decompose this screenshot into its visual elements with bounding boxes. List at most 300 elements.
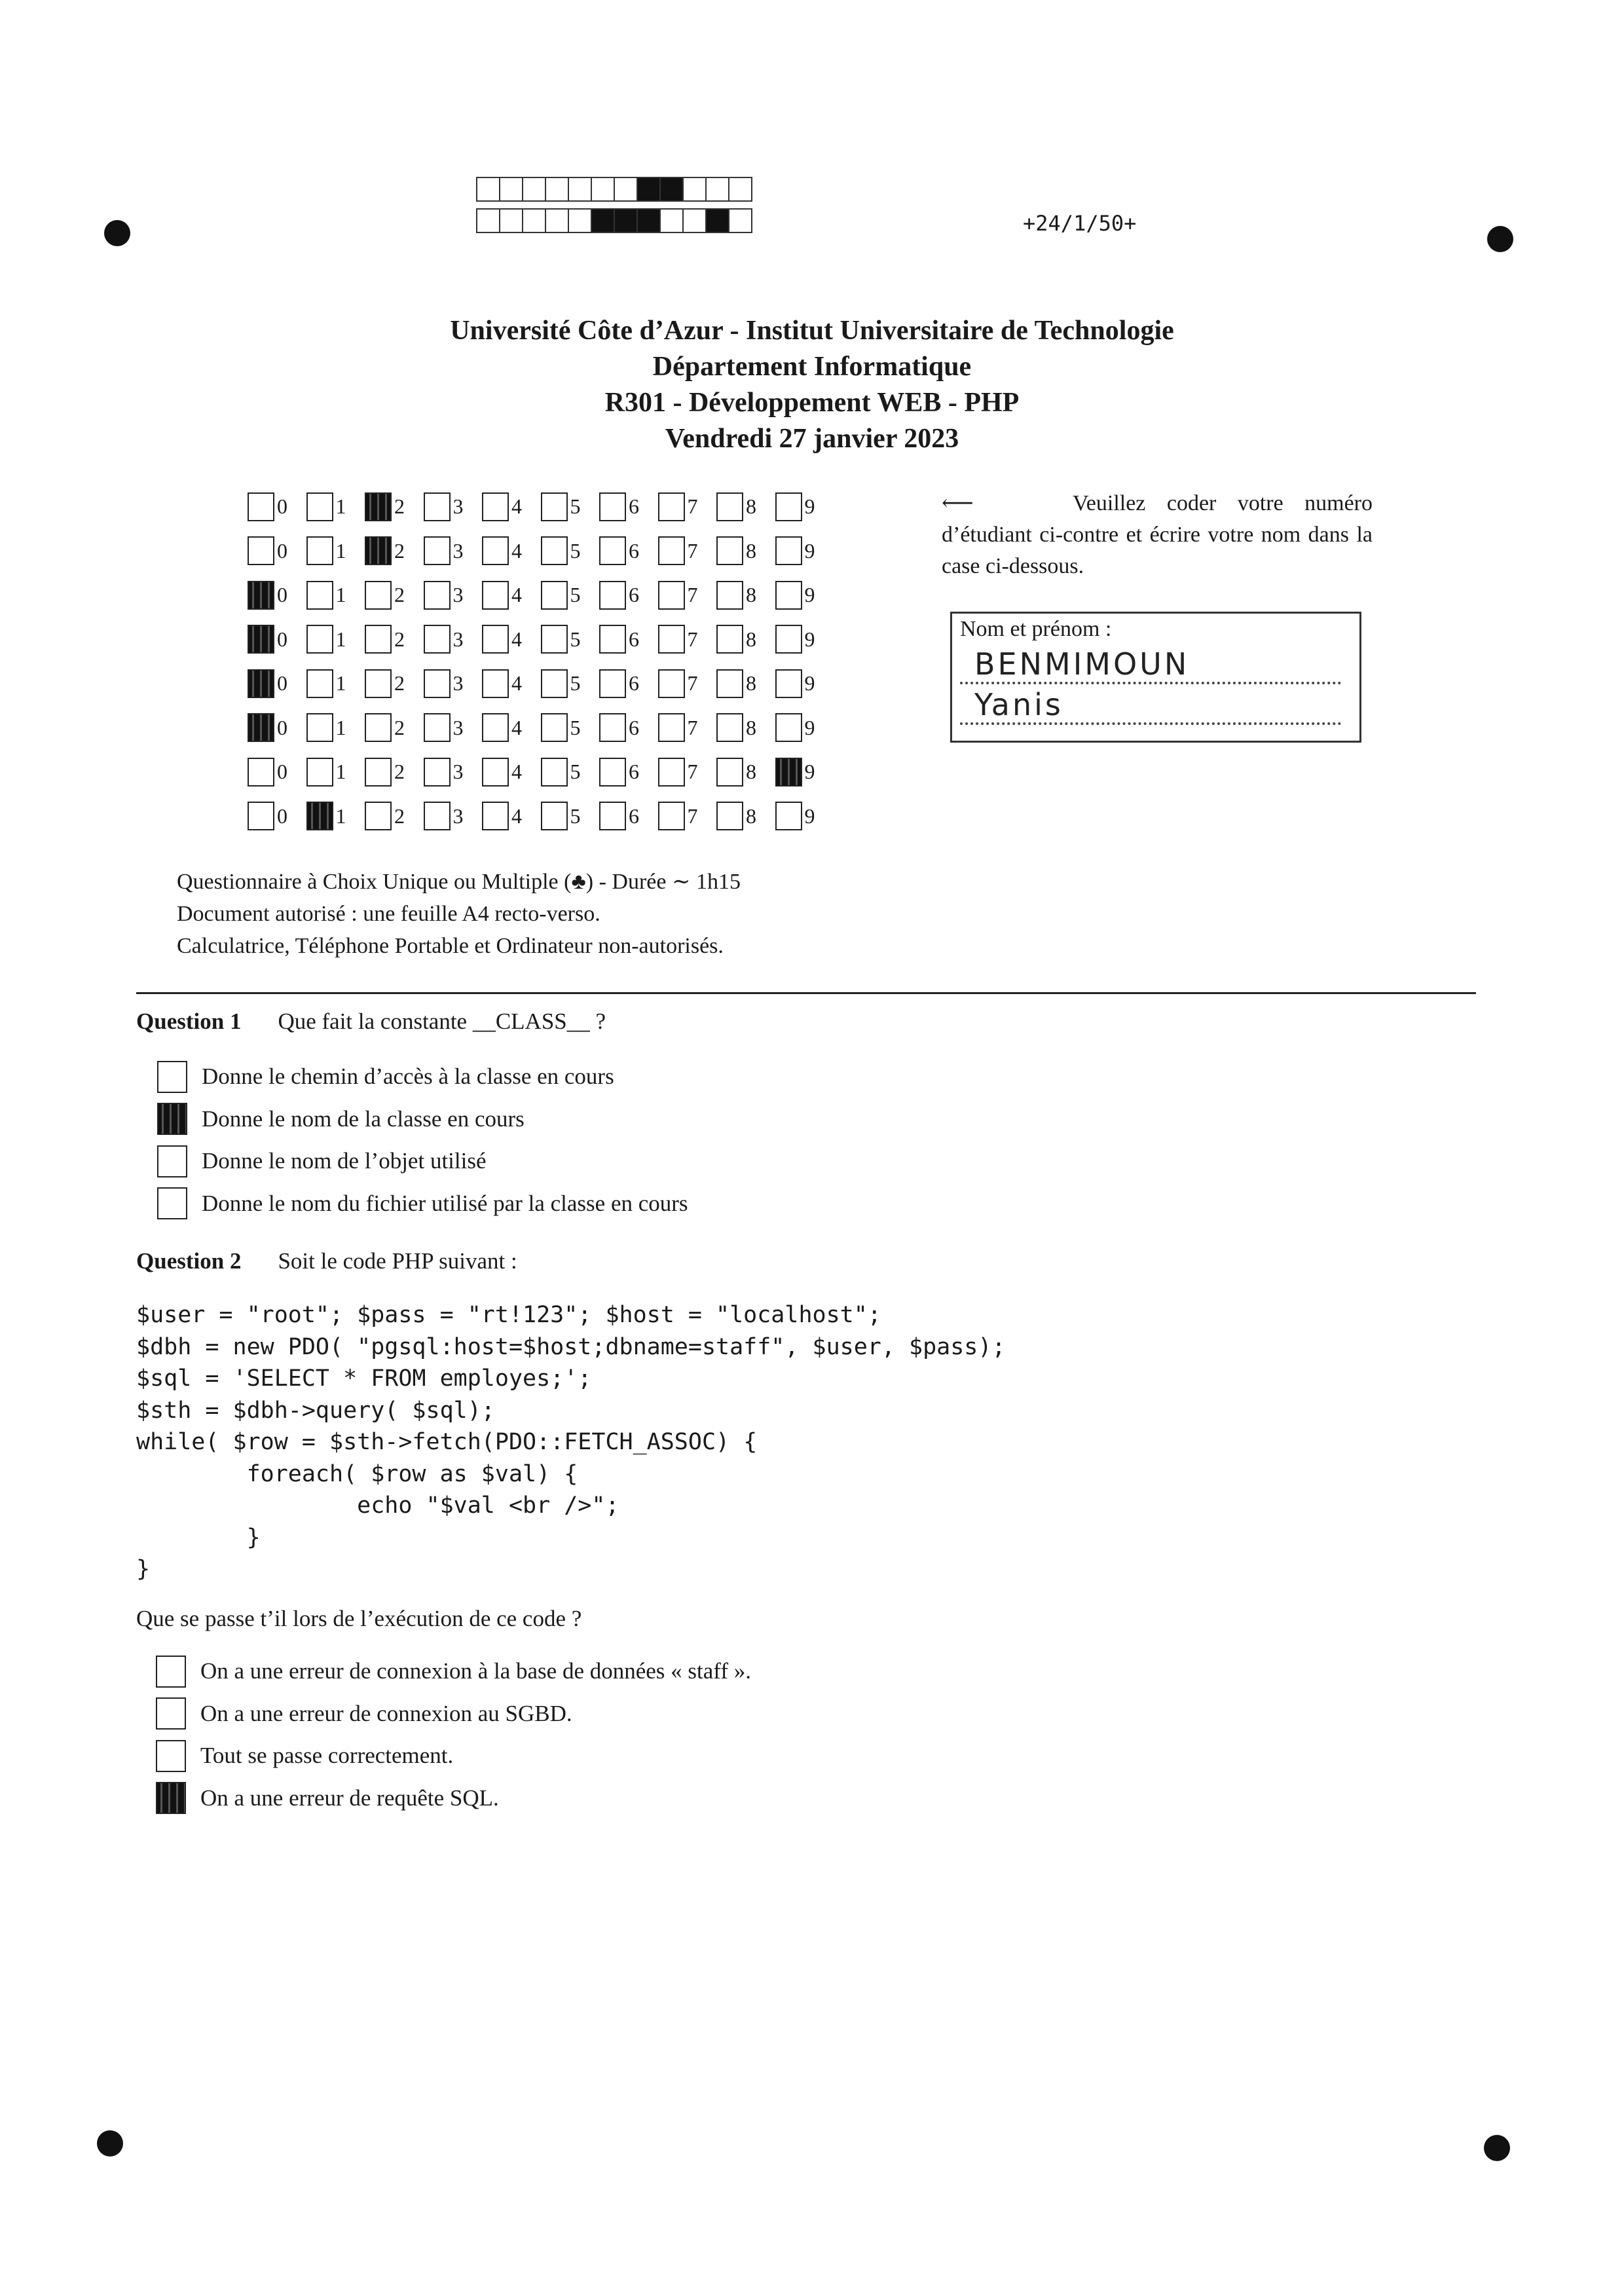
name-box — [950, 612, 1361, 743]
checkbox-square[interactable] — [541, 625, 568, 654]
digit-checkbox[interactable] — [775, 802, 834, 830]
digit-checkbox[interactable] — [424, 492, 483, 521]
checkbox-square[interactable] — [482, 536, 509, 565]
digit-label: 1 — [335, 627, 346, 651]
digit-checkbox[interactable] — [716, 758, 775, 787]
digit-label: 4 — [511, 494, 522, 519]
digit-label: 8 — [746, 804, 756, 828]
student-number-instructions — [942, 488, 1373, 582]
barcode-cell — [591, 208, 615, 233]
checkbox-square[interactable] — [424, 492, 451, 521]
digit-checkbox[interactable] — [599, 802, 658, 830]
question-1-options — [157, 1056, 688, 1225]
checkbox-square[interactable] — [482, 669, 509, 698]
digit-checkbox[interactable] — [248, 758, 306, 787]
student-number-row — [248, 485, 834, 529]
digit-checkbox[interactable] — [541, 802, 600, 830]
digit-checkbox[interactable] — [248, 581, 306, 610]
checkbox-square[interactable] — [599, 536, 626, 565]
checkbox-square[interactable] — [541, 492, 568, 521]
digit-label: 9 — [804, 671, 815, 695]
registration-mark-top-right — [1487, 226, 1513, 252]
digit-checkbox[interactable] — [775, 581, 834, 610]
first-name-line[interactable] — [960, 684, 1341, 725]
digit-checkbox[interactable] — [658, 492, 717, 521]
digit-label: 1 — [335, 715, 346, 739]
checkbox-square[interactable] — [424, 536, 451, 565]
exam-info-line-2: Document autorisé : une feuille A4 recto-verso. — [177, 902, 600, 926]
barcode-cell — [637, 177, 661, 202]
checkbox-square[interactable] — [775, 758, 802, 787]
digit-checkbox[interactable] — [775, 536, 834, 565]
checkbox-square[interactable] — [658, 536, 685, 565]
answer-option[interactable] — [156, 1693, 751, 1735]
checkbox-square[interactable] — [424, 581, 451, 610]
digit-checkbox[interactable] — [541, 713, 600, 742]
digit-label: 2 — [394, 671, 405, 695]
digit-checkbox[interactable] — [775, 669, 834, 698]
digit-checkbox[interactable] — [541, 581, 600, 610]
digit-label: 5 — [570, 583, 581, 607]
checkbox-square[interactable] — [365, 492, 392, 521]
digit-label: 7 — [687, 804, 698, 828]
digit-checkbox[interactable] — [248, 802, 306, 830]
digit-checkbox[interactable] — [306, 758, 365, 787]
university-title: Université Côte d’Azur - Institut Universitaire de Technologie — [450, 316, 1174, 346]
digit-checkbox[interactable] — [775, 713, 834, 742]
digit-checkbox[interactable] — [424, 625, 483, 654]
checkbox-square[interactable] — [541, 758, 568, 787]
digit-checkbox[interactable] — [424, 669, 483, 698]
checkbox-square[interactable] — [775, 492, 802, 521]
checkbox-square[interactable] — [775, 581, 802, 610]
checkbox-square[interactable] — [716, 802, 743, 830]
answer-checkbox[interactable] — [156, 1697, 186, 1730]
registration-mark-top-left — [104, 220, 130, 246]
digit-label: 4 — [511, 538, 522, 563]
digit-label: 4 — [511, 583, 522, 607]
digit-label: 9 — [804, 627, 815, 651]
digit-checkbox[interactable] — [599, 669, 658, 698]
checkbox-square[interactable] — [775, 802, 802, 830]
digit-checkbox[interactable] — [541, 492, 600, 521]
digit-label: 9 — [804, 494, 815, 519]
checkbox-square[interactable] — [775, 713, 802, 742]
digit-label: 1 — [335, 538, 346, 563]
digit-label: 9 — [804, 715, 815, 739]
digit-checkbox[interactable] — [482, 581, 541, 610]
digit-checkbox[interactable] — [716, 536, 775, 565]
checkbox-square[interactable] — [658, 713, 685, 742]
checkbox-square[interactable] — [424, 669, 451, 698]
checkbox-square[interactable] — [306, 713, 333, 742]
digit-checkbox[interactable] — [365, 758, 424, 787]
student-number-row — [248, 529, 834, 574]
checkbox-square[interactable] — [658, 669, 685, 698]
answer-option[interactable] — [157, 1183, 688, 1225]
digit-checkbox[interactable] — [658, 625, 717, 654]
answer-option[interactable] — [156, 1735, 751, 1777]
barcode-cell — [476, 208, 500, 233]
digit-checkbox[interactable] — [306, 669, 365, 698]
digit-label: 0 — [277, 538, 287, 563]
checkbox-square[interactable] — [248, 536, 274, 565]
digit-label: 2 — [394, 627, 405, 651]
answer-checkbox[interactable] — [157, 1145, 187, 1177]
checkbox-square[interactable] — [658, 581, 685, 610]
checkbox-square[interactable] — [716, 713, 743, 742]
digit-checkbox[interactable] — [424, 802, 483, 830]
checkbox-square[interactable] — [306, 758, 333, 787]
digit-checkbox[interactable] — [365, 802, 424, 830]
digit-label: 3 — [452, 538, 464, 563]
digit-label: 8 — [746, 583, 756, 607]
digit-checkbox[interactable] — [482, 713, 541, 742]
digit-label: 7 — [687, 494, 698, 519]
digit-checkbox[interactable] — [424, 581, 483, 610]
digit-checkbox[interactable] — [775, 492, 834, 521]
digit-label: 2 — [394, 538, 405, 563]
digit-checkbox[interactable] — [658, 713, 717, 742]
digit-checkbox[interactable] — [248, 536, 306, 565]
digit-label: 4 — [511, 804, 522, 828]
digit-label: 2 — [394, 494, 405, 519]
checkbox-square[interactable] — [716, 536, 743, 565]
digit-checkbox[interactable] — [248, 713, 306, 742]
digit-checkbox[interactable] — [716, 625, 775, 654]
digit-label: 0 — [277, 715, 287, 739]
checkbox-square[interactable] — [658, 758, 685, 787]
digit-checkbox[interactable] — [599, 625, 658, 654]
digit-checkbox[interactable] — [541, 758, 600, 787]
digit-checkbox[interactable] — [658, 669, 717, 698]
last-name-line[interactable] — [960, 644, 1341, 684]
digit-label: 4 — [511, 715, 522, 739]
checkbox-square[interactable] — [541, 713, 568, 742]
student-number-row — [248, 618, 834, 662]
question-2-options — [156, 1650, 751, 1819]
checkbox-square[interactable] — [658, 802, 685, 830]
checkbox-square[interactable] — [599, 669, 626, 698]
digit-label: 8 — [746, 715, 756, 739]
checkbox-square[interactable] — [716, 669, 743, 698]
checkbox-square[interactable] — [306, 625, 333, 654]
digit-checkbox[interactable] — [365, 625, 424, 654]
answer-checkbox[interactable] — [156, 1740, 186, 1772]
checkbox-square[interactable] — [248, 492, 274, 521]
digit-label: 3 — [452, 760, 464, 784]
checkbox-square[interactable] — [424, 802, 451, 830]
digit-checkbox[interactable] — [716, 713, 775, 742]
checkbox-square[interactable] — [482, 713, 509, 742]
checkbox-square[interactable] — [248, 581, 274, 610]
digit-checkbox[interactable] — [306, 713, 365, 742]
digit-checkbox[interactable] — [599, 713, 658, 742]
digit-checkbox[interactable] — [365, 492, 424, 521]
answer-checkbox[interactable] — [156, 1656, 186, 1688]
digit-label: 2 — [394, 583, 405, 607]
checkbox-square[interactable] — [482, 492, 509, 521]
barcode-cell — [522, 177, 546, 202]
barcode-cell — [705, 208, 729, 233]
barcode-cell — [614, 208, 638, 233]
digit-checkbox[interactable] — [716, 802, 775, 830]
digit-checkbox[interactable] — [541, 625, 600, 654]
digit-label: 1 — [335, 760, 346, 784]
checkbox-square[interactable] — [541, 669, 568, 698]
answer-option[interactable] — [157, 1140, 688, 1183]
digit-label: 9 — [804, 583, 815, 607]
checkbox-square[interactable] — [482, 758, 509, 787]
digit-checkbox[interactable] — [775, 625, 834, 654]
checkbox-square[interactable] — [541, 536, 568, 565]
digit-label: 7 — [687, 538, 698, 563]
checkbox-square[interactable] — [248, 758, 274, 787]
digit-checkbox[interactable] — [541, 536, 600, 565]
digit-label: 5 — [570, 627, 581, 651]
exam-info-line-3: Calculatrice, Téléphone Portable et Ordinateur non-autorisés. — [177, 934, 724, 958]
digit-checkbox[interactable] — [365, 536, 424, 565]
checkbox-square[interactable] — [365, 625, 392, 654]
barcode-cell — [476, 177, 500, 202]
digit-checkbox[interactable] — [658, 536, 717, 565]
checkbox-square[interactable] — [365, 713, 392, 742]
barcode-cell — [545, 177, 569, 202]
digit-label: 5 — [570, 538, 581, 563]
answer-option[interactable] — [157, 1098, 688, 1141]
checkbox-square[interactable] — [716, 492, 743, 521]
digit-label: 0 — [277, 494, 287, 519]
student-number-row — [248, 661, 834, 706]
checkbox-square[interactable] — [599, 758, 626, 787]
digit-checkbox[interactable] — [658, 758, 717, 787]
checkbox-square[interactable] — [541, 581, 568, 610]
checkbox-square[interactable] — [365, 536, 392, 565]
digit-label: 0 — [277, 760, 287, 784]
barcode-cell — [659, 177, 684, 202]
answer-checkbox[interactable] — [157, 1061, 187, 1093]
digit-label: 4 — [511, 760, 522, 784]
checkbox-square[interactable] — [306, 581, 333, 610]
answer-text: Tout se passe correctement. — [200, 1743, 454, 1769]
checkbox-square[interactable] — [248, 625, 274, 654]
student-number-grid — [248, 485, 834, 838]
digit-label: 8 — [746, 494, 756, 519]
checkbox-square[interactable] — [658, 625, 685, 654]
exam-date: Vendredi 27 janvier 2023 — [665, 424, 959, 454]
answer-checkbox[interactable] — [157, 1187, 187, 1219]
barcode-cell — [705, 177, 729, 202]
digit-checkbox[interactable] — [306, 536, 365, 565]
digit-label: 5 — [570, 715, 581, 739]
digit-checkbox[interactable] — [482, 492, 541, 521]
digit-label: 8 — [746, 538, 756, 563]
exam-header — [0, 313, 1624, 457]
digit-label: 5 — [570, 671, 581, 695]
checkbox-square[interactable] — [775, 625, 802, 654]
checkbox-square[interactable] — [541, 802, 568, 830]
digit-checkbox[interactable] — [482, 536, 541, 565]
barcode-cell — [728, 177, 752, 202]
student-number-row — [248, 573, 834, 618]
digit-checkbox[interactable] — [716, 581, 775, 610]
digit-label: 5 — [570, 760, 581, 784]
checkbox-square[interactable] — [658, 492, 685, 521]
digit-checkbox[interactable] — [599, 758, 658, 787]
barcode-cell — [522, 208, 546, 233]
digit-checkbox[interactable] — [424, 536, 483, 565]
course-title: R301 - Développement WEB - PHP — [604, 388, 1020, 418]
checkbox-square[interactable] — [365, 669, 392, 698]
digit-label: 3 — [452, 671, 464, 695]
digit-label: 1 — [335, 494, 346, 519]
student-number-row — [248, 794, 834, 839]
first-name-handwritten: Yanis — [974, 687, 1063, 722]
digit-checkbox[interactable] — [716, 492, 775, 521]
digit-label: 5 — [570, 804, 581, 828]
checkbox-square[interactable] — [365, 802, 392, 830]
checkbox-square[interactable] — [482, 581, 509, 610]
digit-checkbox[interactable] — [248, 669, 306, 698]
digit-label: 4 — [511, 627, 522, 651]
checkbox-square[interactable] — [306, 802, 333, 830]
digit-label: 6 — [629, 715, 639, 739]
answer-option[interactable] — [156, 1650, 751, 1693]
sheet-id: +24/1/50+ — [1023, 211, 1137, 236]
digit-checkbox[interactable] — [306, 625, 365, 654]
checkbox-square[interactable] — [599, 625, 626, 654]
digit-checkbox[interactable] — [365, 713, 424, 742]
answer-option[interactable] — [157, 1056, 688, 1098]
checkbox-square[interactable] — [424, 713, 451, 742]
digit-checkbox[interactable] — [541, 669, 600, 698]
digit-checkbox[interactable] — [424, 758, 483, 787]
checkbox-square[interactable] — [775, 536, 802, 565]
digit-checkbox[interactable] — [248, 625, 306, 654]
checkbox-square[interactable] — [599, 492, 626, 521]
checkbox-square[interactable] — [775, 669, 802, 698]
digit-checkbox[interactable] — [658, 802, 717, 830]
barcode-cell — [637, 208, 661, 233]
digit-checkbox[interactable] — [306, 492, 365, 521]
question-2-prompt: Soit le code PHP suivant : — [278, 1248, 517, 1274]
answer-text: On a une erreur de connexion au SGBD. — [200, 1700, 572, 1726]
checkbox-square[interactable] — [424, 758, 451, 787]
digit-label: 2 — [394, 715, 405, 739]
student-number-row — [248, 706, 834, 750]
digit-label: 1 — [335, 671, 346, 695]
answer-text: Donne le nom de l’objet utilisé — [202, 1148, 487, 1174]
answer-option[interactable] — [156, 1777, 751, 1820]
barcode-cell — [568, 208, 592, 233]
barcode-cell — [728, 208, 752, 233]
checkbox-square[interactable] — [482, 625, 509, 654]
exam-info-line-1: Questionnaire à Choix Unique ou Multiple (♣) - Durée ∼ 1h15 — [177, 870, 741, 894]
answer-text: Donne le nom du fichier utilisé par la classe en cours — [202, 1190, 688, 1216]
checkbox-square[interactable] — [306, 669, 333, 698]
digit-label: 6 — [629, 583, 639, 607]
digit-label: 6 — [629, 538, 639, 563]
name-box-label: Nom et prénom : — [960, 617, 1112, 641]
digit-label: 2 — [394, 760, 405, 784]
digit-label: 6 — [629, 804, 639, 828]
digit-checkbox[interactable] — [482, 802, 541, 830]
barcode-cell — [614, 177, 638, 202]
digit-label: 7 — [687, 760, 698, 784]
answer-checkbox[interactable] — [156, 1782, 186, 1814]
digit-checkbox[interactable] — [306, 581, 365, 610]
registration-mark-bottom-left — [97, 2130, 123, 2157]
digit-checkbox[interactable] — [248, 492, 306, 521]
barcode-row-2 — [476, 208, 751, 233]
digit-checkbox[interactable] — [658, 581, 717, 610]
barcode-cell — [499, 177, 523, 202]
digit-label: 8 — [746, 760, 756, 784]
digit-checkbox[interactable] — [365, 581, 424, 610]
digit-checkbox[interactable] — [482, 625, 541, 654]
digit-checkbox[interactable] — [716, 669, 775, 698]
digit-checkbox[interactable] — [365, 669, 424, 698]
digit-checkbox[interactable] — [599, 492, 658, 521]
checkbox-square[interactable] — [365, 758, 392, 787]
digit-checkbox[interactable] — [424, 713, 483, 742]
digit-label: 3 — [452, 627, 464, 651]
checkbox-square[interactable] — [599, 802, 626, 830]
answer-text: On a une erreur de requête SQL. — [200, 1785, 499, 1811]
answer-checkbox[interactable] — [157, 1103, 187, 1135]
department-title: Département Informatique — [652, 352, 972, 382]
checkbox-square[interactable] — [424, 625, 451, 654]
checkbox-square[interactable] — [599, 581, 626, 610]
checkbox-square[interactable] — [248, 669, 274, 698]
checkbox-square[interactable] — [306, 536, 333, 565]
digit-label: 7 — [687, 715, 698, 739]
digit-label: 7 — [687, 583, 698, 607]
digit-checkbox[interactable] — [482, 669, 541, 698]
barcode-row-1 — [476, 177, 751, 202]
php-code-block: $user = "root"; $pass = "rt!123"; $host = "localhost"; $dbh = new PDO( "pgsql:host=$host;dbname=staff", $user, $pass); $sql = 'SELECT * FROM employes;'; $sth = $dbh->query( $sql); while( $row = $sth->fetch(PDO::FETCH_ASSOC) { foreach( $row as $val) { echo "$val <br />"; } } — [136, 1302, 1006, 1582]
digit-checkbox[interactable] — [775, 758, 834, 787]
checkbox-square[interactable] — [599, 713, 626, 742]
checkbox-square[interactable] — [716, 581, 743, 610]
digit-label: 7 — [687, 671, 698, 695]
checkbox-square[interactable] — [716, 625, 743, 654]
last-name-handwritten: BENMIMOUN — [974, 646, 1190, 682]
digit-checkbox[interactable] — [306, 802, 365, 830]
checkbox-square[interactable] — [306, 492, 333, 521]
digit-label: 0 — [277, 627, 287, 651]
digit-checkbox[interactable] — [599, 536, 658, 565]
digit-label: 1 — [335, 583, 346, 607]
checkbox-square[interactable] — [248, 713, 274, 742]
digit-label: 2 — [394, 804, 405, 828]
digit-label: 6 — [629, 494, 639, 519]
checkbox-square[interactable] — [716, 758, 743, 787]
barcode-cell — [568, 177, 592, 202]
checkbox-square[interactable] — [365, 581, 392, 610]
answer-text: On a une erreur de connexion à la base de données « staff ». — [200, 1658, 751, 1684]
digit-checkbox[interactable] — [482, 758, 541, 787]
digit-label: 4 — [511, 671, 522, 695]
digit-checkbox[interactable] — [599, 581, 658, 610]
left-arrow-icon: ⟵ — [942, 491, 974, 515]
checkbox-square[interactable] — [248, 802, 274, 830]
digit-label: 8 — [746, 627, 756, 651]
digit-label: 6 — [629, 760, 639, 784]
digit-label: 6 — [629, 627, 639, 651]
checkbox-square[interactable] — [482, 802, 509, 830]
registration-mark-bottom-right — [1484, 2135, 1510, 2161]
